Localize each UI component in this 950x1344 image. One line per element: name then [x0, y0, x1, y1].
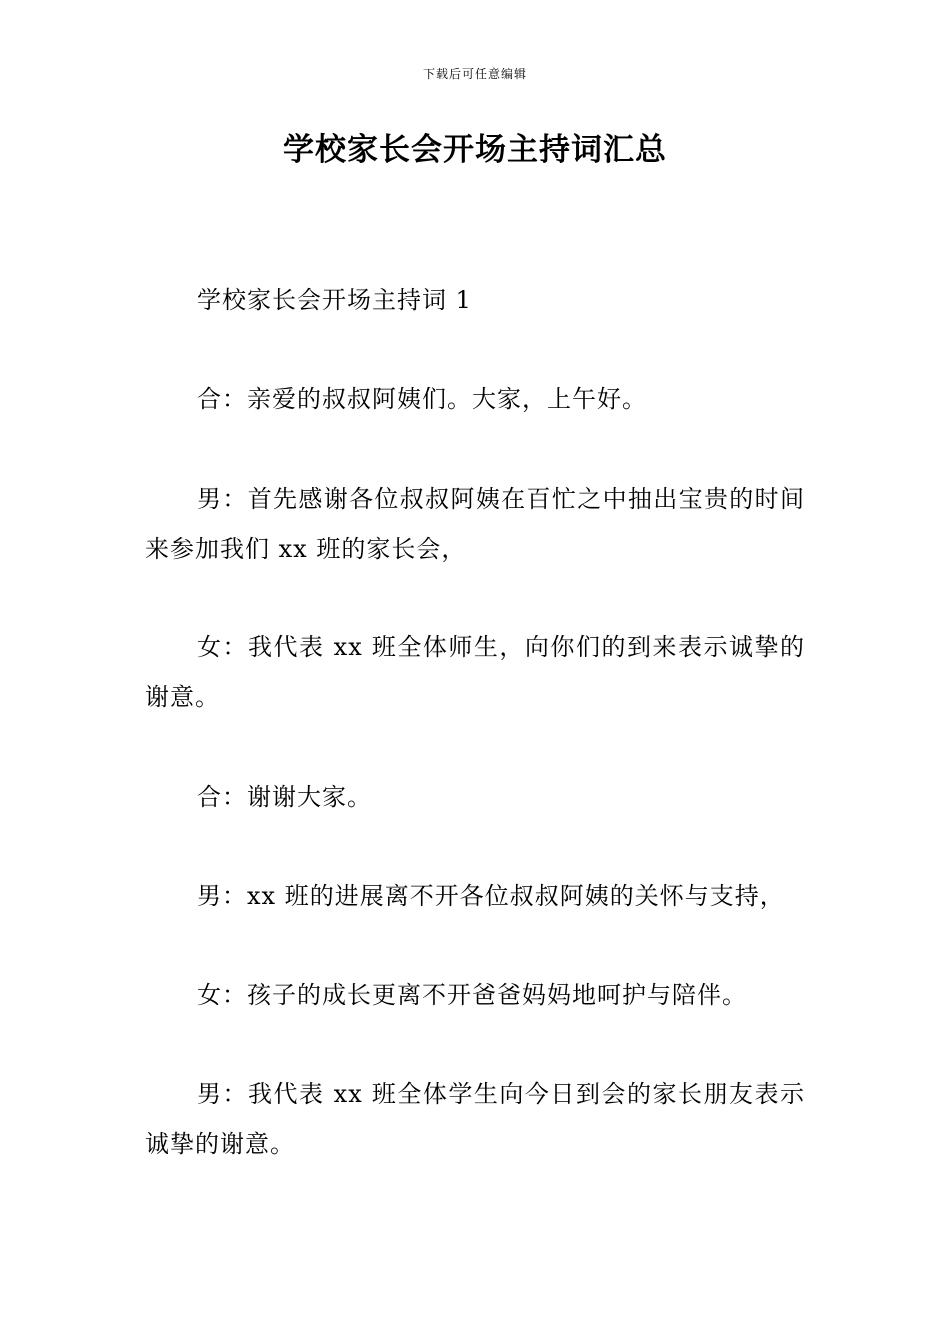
- paragraph-3-block: [145, 622, 805, 722]
- paragraph: 女：孩子的成长更离不开爸爸妈妈地呵护与陪伴。: [197, 981, 747, 1009]
- paragraph: 合：亲爱的叔叔阿姨们。大家，上午好。: [197, 385, 647, 413]
- paragraph: 女：我代表 xx 班全体师生，向你们的到来表示诚挚的谢意。: [145, 633, 805, 711]
- paragraph-7-block: [145, 1069, 805, 1169]
- paragraph-5-block: [145, 871, 805, 921]
- section-heading-block: [145, 275, 805, 325]
- paragraph-2-block: [145, 474, 805, 574]
- paragraph-1-block: [145, 374, 805, 424]
- paragraph: 男：我代表 xx 班全体学生向今日到会的家长朋友表示诚挚的谢意。: [145, 1080, 805, 1158]
- paragraph-4-block: [145, 772, 805, 822]
- paragraph: 男：xx 班的进展离不开各位叔叔阿姨的关怀与支持，: [197, 882, 785, 910]
- section-heading: 学校家长会开场主持词 1: [197, 286, 472, 314]
- document-title: 学校家长会开场主持词汇总: [283, 132, 667, 168]
- header-note: 下载后可任意编辑: [422, 67, 527, 81]
- paragraph: 男：首先感谢各位叔叔阿姨在百忙之中抽出宝贵的时间来参加我们 xx 班的家长会，: [145, 485, 805, 563]
- paragraph: 合：谢谢大家。: [197, 783, 372, 811]
- paragraph-6-block: [145, 970, 805, 1020]
